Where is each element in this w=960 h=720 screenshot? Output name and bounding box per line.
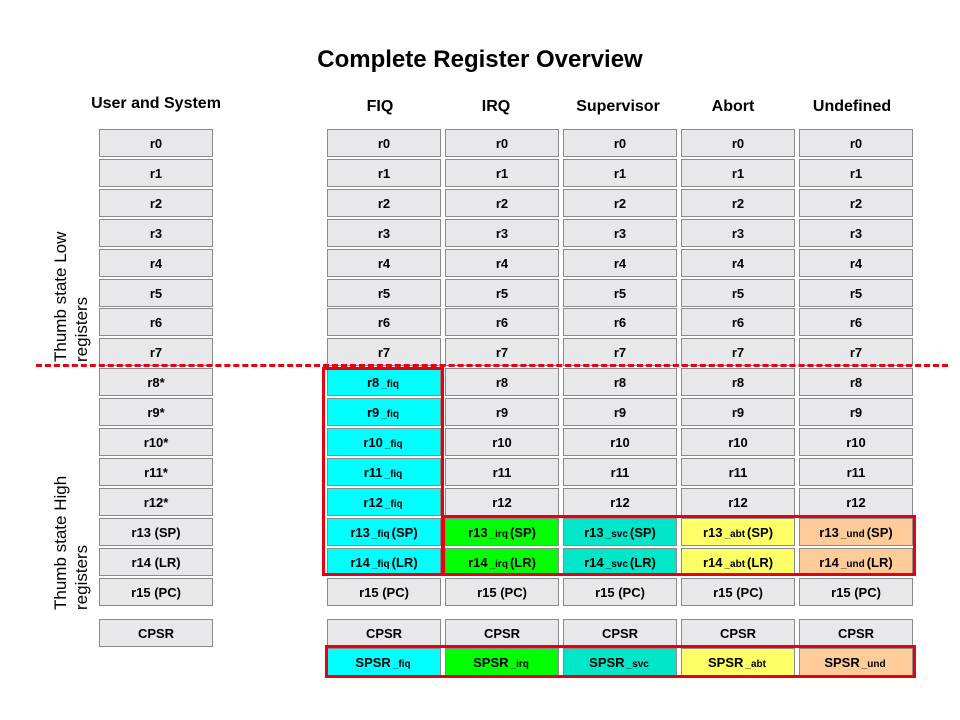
register-abt-r9: r9: [681, 398, 795, 426]
irq-und-banked-outline: [442, 515, 916, 576]
register-abt-r14-abt-lr: r14 _abt (LR): [681, 548, 795, 576]
register-fiq-r4: r4: [327, 249, 441, 277]
register-irq-r5: r5: [445, 279, 559, 307]
status-register-und-cpsr: CPSR: [799, 619, 913, 647]
register-svc-r1: r1: [563, 159, 677, 187]
register-svc-r5: r5: [563, 279, 677, 307]
register-fiq-r15-pc: r15 (PC): [327, 578, 441, 606]
register-irq-r15-pc: r15 (PC): [445, 578, 559, 606]
register-und-r15-pc: r15 (PC): [799, 578, 913, 606]
register-usr-r1: r1: [99, 159, 213, 187]
register-abt-r3: r3: [681, 219, 795, 247]
register-fiq-r9-fiq: r9 _fiq: [327, 398, 441, 426]
register-und-r8: r8: [799, 368, 913, 396]
register-irq-r9: r9: [445, 398, 559, 426]
register-usr-r8: r8*: [99, 368, 213, 396]
register-usr-r4: r4: [99, 249, 213, 277]
register-usr-r13-sp: r13 (SP): [99, 518, 213, 546]
status-register-irq-spsr-irq: SPSR _irq: [445, 648, 559, 676]
register-svc-r13-svc-sp: r13 _svc (SP): [563, 518, 677, 546]
low-high-divider: [36, 364, 948, 367]
register-svc-r14-svc-lr: r14 _svc (LR): [563, 548, 677, 576]
mode-header-svc: Supervisor: [576, 98, 660, 115]
status-register-irq-cpsr: CPSR: [445, 619, 559, 647]
register-irq-r12: r12: [445, 488, 559, 516]
register-irq-r8: r8: [445, 368, 559, 396]
register-fiq-r3: r3: [327, 219, 441, 247]
register-usr-r3: r3: [99, 219, 213, 247]
register-irq-r10: r10: [445, 428, 559, 456]
register-fiq-r10-fiq: r10 _fiq: [327, 428, 441, 456]
status-register-abt-spsr-abt: SPSR _abt: [681, 648, 795, 676]
high-registers-label-line1: Thumb state High: [51, 475, 70, 610]
status-register-fiq-cpsr: CPSR: [327, 619, 441, 647]
status-register-svc-spsr-svc: SPSR _svc: [563, 648, 677, 676]
register-fiq-r1: r1: [327, 159, 441, 187]
mode-header-fiq: FIQ: [366, 98, 394, 115]
register-fiq-r14-fiq-lr: r14 _fiq (LR): [327, 548, 441, 576]
register-irq-r7: r7: [445, 338, 559, 366]
status-register-und-spsr-und: SPSR _und: [799, 648, 913, 676]
register-svc-r15-pc: r15 (PC): [563, 578, 677, 606]
register-abt-r0: r0: [681, 129, 795, 157]
register-fiq-r2: r2: [327, 189, 441, 217]
register-abt-r13-abt-sp: r13 _abt (SP): [681, 518, 795, 546]
register-und-r4: r4: [799, 249, 913, 277]
low-registers-label-line1: Thumb state Low: [51, 231, 70, 362]
register-und-r7: r7: [799, 338, 913, 366]
register-und-r13-und-sp: r13 _und (SP): [799, 518, 913, 546]
status-register-usr-cpsr: CPSR: [99, 619, 213, 647]
register-abt-r7: r7: [681, 338, 795, 366]
register-abt-r8: r8: [681, 368, 795, 396]
register-und-r14-und-lr: r14 _und (LR): [799, 548, 913, 576]
mode-header-und: Undefined: [812, 98, 892, 115]
register-svc-r8: r8: [563, 368, 677, 396]
register-fiq-r8-fiq: r8 _fiq: [327, 368, 441, 396]
register-abt-r2: r2: [681, 189, 795, 217]
high-registers-label: [50, 476, 92, 610]
low-registers-label: [50, 232, 92, 362]
register-und-r10: r10: [799, 428, 913, 456]
high-registers-label-line2: registers: [72, 544, 91, 610]
status-register-svc-cpsr: CPSR: [563, 619, 677, 647]
register-und-r0: r0: [799, 129, 913, 157]
register-irq-r0: r0: [445, 129, 559, 157]
register-abt-r11: r11: [681, 458, 795, 486]
register-svc-r0: r0: [563, 129, 677, 157]
register-irq-r1: r1: [445, 159, 559, 187]
register-fiq-r7: r7: [327, 338, 441, 366]
register-svc-r6: r6: [563, 308, 677, 336]
register-abt-r12: r12: [681, 488, 795, 516]
register-usr-r2: r2: [99, 189, 213, 217]
register-und-r2: r2: [799, 189, 913, 217]
register-fiq-r5: r5: [327, 279, 441, 307]
mode-header-irq: IRQ: [481, 98, 511, 115]
register-abt-r5: r5: [681, 279, 795, 307]
register-irq-r11: r11: [445, 458, 559, 486]
register-svc-r3: r3: [563, 219, 677, 247]
register-abt-r10: r10: [681, 428, 795, 456]
register-fiq-r11-fiq: r11 _fiq: [327, 458, 441, 486]
register-usr-r14-lr: r14 (LR): [99, 548, 213, 576]
register-und-r3: r3: [799, 219, 913, 247]
register-und-r1: r1: [799, 159, 913, 187]
register-svc-r10: r10: [563, 428, 677, 456]
register-irq-r14-irq-lr: r14 _irq (LR): [445, 548, 559, 576]
register-svc-r11: r11: [563, 458, 677, 486]
low-registers-label-line2: registers: [72, 296, 91, 362]
register-abt-r1: r1: [681, 159, 795, 187]
register-irq-r6: r6: [445, 308, 559, 336]
register-irq-r3: r3: [445, 219, 559, 247]
register-usr-r11: r11*: [99, 458, 213, 486]
register-und-r11: r11: [799, 458, 913, 486]
register-fiq-r12-fiq: r12 _fiq: [327, 488, 441, 516]
status-register-abt-cpsr: CPSR: [681, 619, 795, 647]
register-usr-r10: r10*: [99, 428, 213, 456]
register-usr-r9: r9*: [99, 398, 213, 426]
register-usr-r6: r6: [99, 308, 213, 336]
register-svc-r4: r4: [563, 249, 677, 277]
register-abt-r4: r4: [681, 249, 795, 277]
register-svc-r2: r2: [563, 189, 677, 217]
register-svc-r12: r12: [563, 488, 677, 516]
register-irq-r13-irq-sp: r13 _irq (SP): [445, 518, 559, 546]
register-abt-r15-pc: r15 (PC): [681, 578, 795, 606]
register-und-r9: r9: [799, 398, 913, 426]
page-title: Complete Register Overview: [317, 46, 643, 73]
register-fiq-r13-fiq-sp: r13 _fiq (SP): [327, 518, 441, 546]
register-svc-r9: r9: [563, 398, 677, 426]
mode-header-usr: User and System: [91, 95, 221, 112]
register-usr-r15-pc: r15 (PC): [99, 578, 213, 606]
register-und-r12: r12: [799, 488, 913, 516]
register-svc-r7: r7: [563, 338, 677, 366]
register-und-r6: r6: [799, 308, 913, 336]
register-usr-r0: r0: [99, 129, 213, 157]
register-fiq-r6: r6: [327, 308, 441, 336]
fiq-banked-outline: [322, 367, 444, 576]
register-usr-r12: r12*: [99, 488, 213, 516]
register-fiq-r0: r0: [327, 129, 441, 157]
register-und-r5: r5: [799, 279, 913, 307]
register-irq-r2: r2: [445, 189, 559, 217]
mode-header-abt: Abort: [711, 98, 755, 115]
register-abt-r6: r6: [681, 308, 795, 336]
status-register-fiq-spsr-fiq: SPSR _fiq: [327, 648, 441, 676]
register-irq-r4: r4: [445, 249, 559, 277]
register-usr-r7: r7: [99, 338, 213, 366]
register-usr-r5: r5: [99, 279, 213, 307]
spsr-outline: [325, 645, 916, 678]
